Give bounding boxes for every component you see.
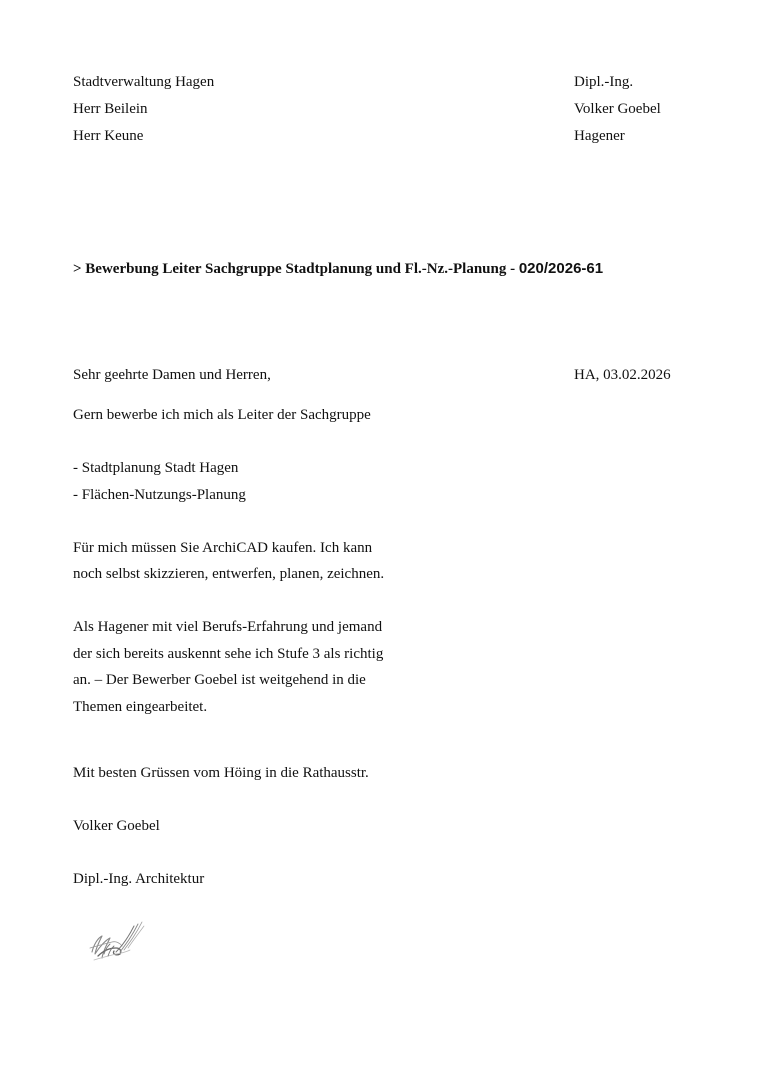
paragraph-line: Für mich müssen Sie ArchiCAD kaufen. Ich kann <box>73 539 373 556</box>
letter-body <box>73 406 433 897</box>
signature-icon <box>86 918 146 966</box>
recipient-line: Stadtverwaltung Hagen <box>73 74 215 90</box>
recipient-line: Herr Beilein <box>73 101 148 117</box>
recipient-address <box>73 73 214 154</box>
closing-name: Volker Goebel <box>73 818 160 834</box>
closing-greeting: Mit besten Grüssen vom Höing in die Rathausstr. <box>73 765 369 781</box>
closing-title: Dipl.-Ing. Architektur <box>73 871 205 887</box>
signature-strokes <box>90 922 144 960</box>
paragraph-line: Themen eingearbeitet. <box>73 698 208 715</box>
paragraph-line: der sich bereits auskennt sehe ich Stufe 3 als richtig <box>73 645 384 662</box>
paragraph-line: an. – Der Bewerber Goebel ist weitgehend in die <box>73 672 366 688</box>
list-item: - Stadtplanung Stadt Hagen <box>73 460 239 476</box>
paragraph-line: Als Hagener mit viel Berufs-Erfahrung und jemand <box>73 619 383 635</box>
subject-reference: 020/2026-61 <box>518 260 604 277</box>
intro-line: Gern bewerbe ich mich als Leiter der Sachgruppe <box>73 407 371 423</box>
recipient-line: Herr Keune <box>73 128 144 144</box>
sender-line: Volker Goebel <box>574 101 661 117</box>
sender-address <box>574 73 661 154</box>
salutation: Sehr geehrte Damen und Herren, <box>73 367 271 383</box>
sender-line: Hagener <box>574 128 625 144</box>
paragraph-line: noch selbst skizzieren, entwerfen, planen, zeichnen. <box>73 566 385 582</box>
list-item: - Flächen-Nutzungs-Planung <box>73 486 246 503</box>
sender-line: Dipl.-Ing. <box>574 74 634 90</box>
letter-date: HA, 03.02.2026 <box>574 367 671 383</box>
subject-text: > Bewerbung Leiter Sachgruppe Stadtplanung und Fl.-Nz.-Planung - <box>73 261 519 277</box>
subject-line <box>73 260 603 278</box>
